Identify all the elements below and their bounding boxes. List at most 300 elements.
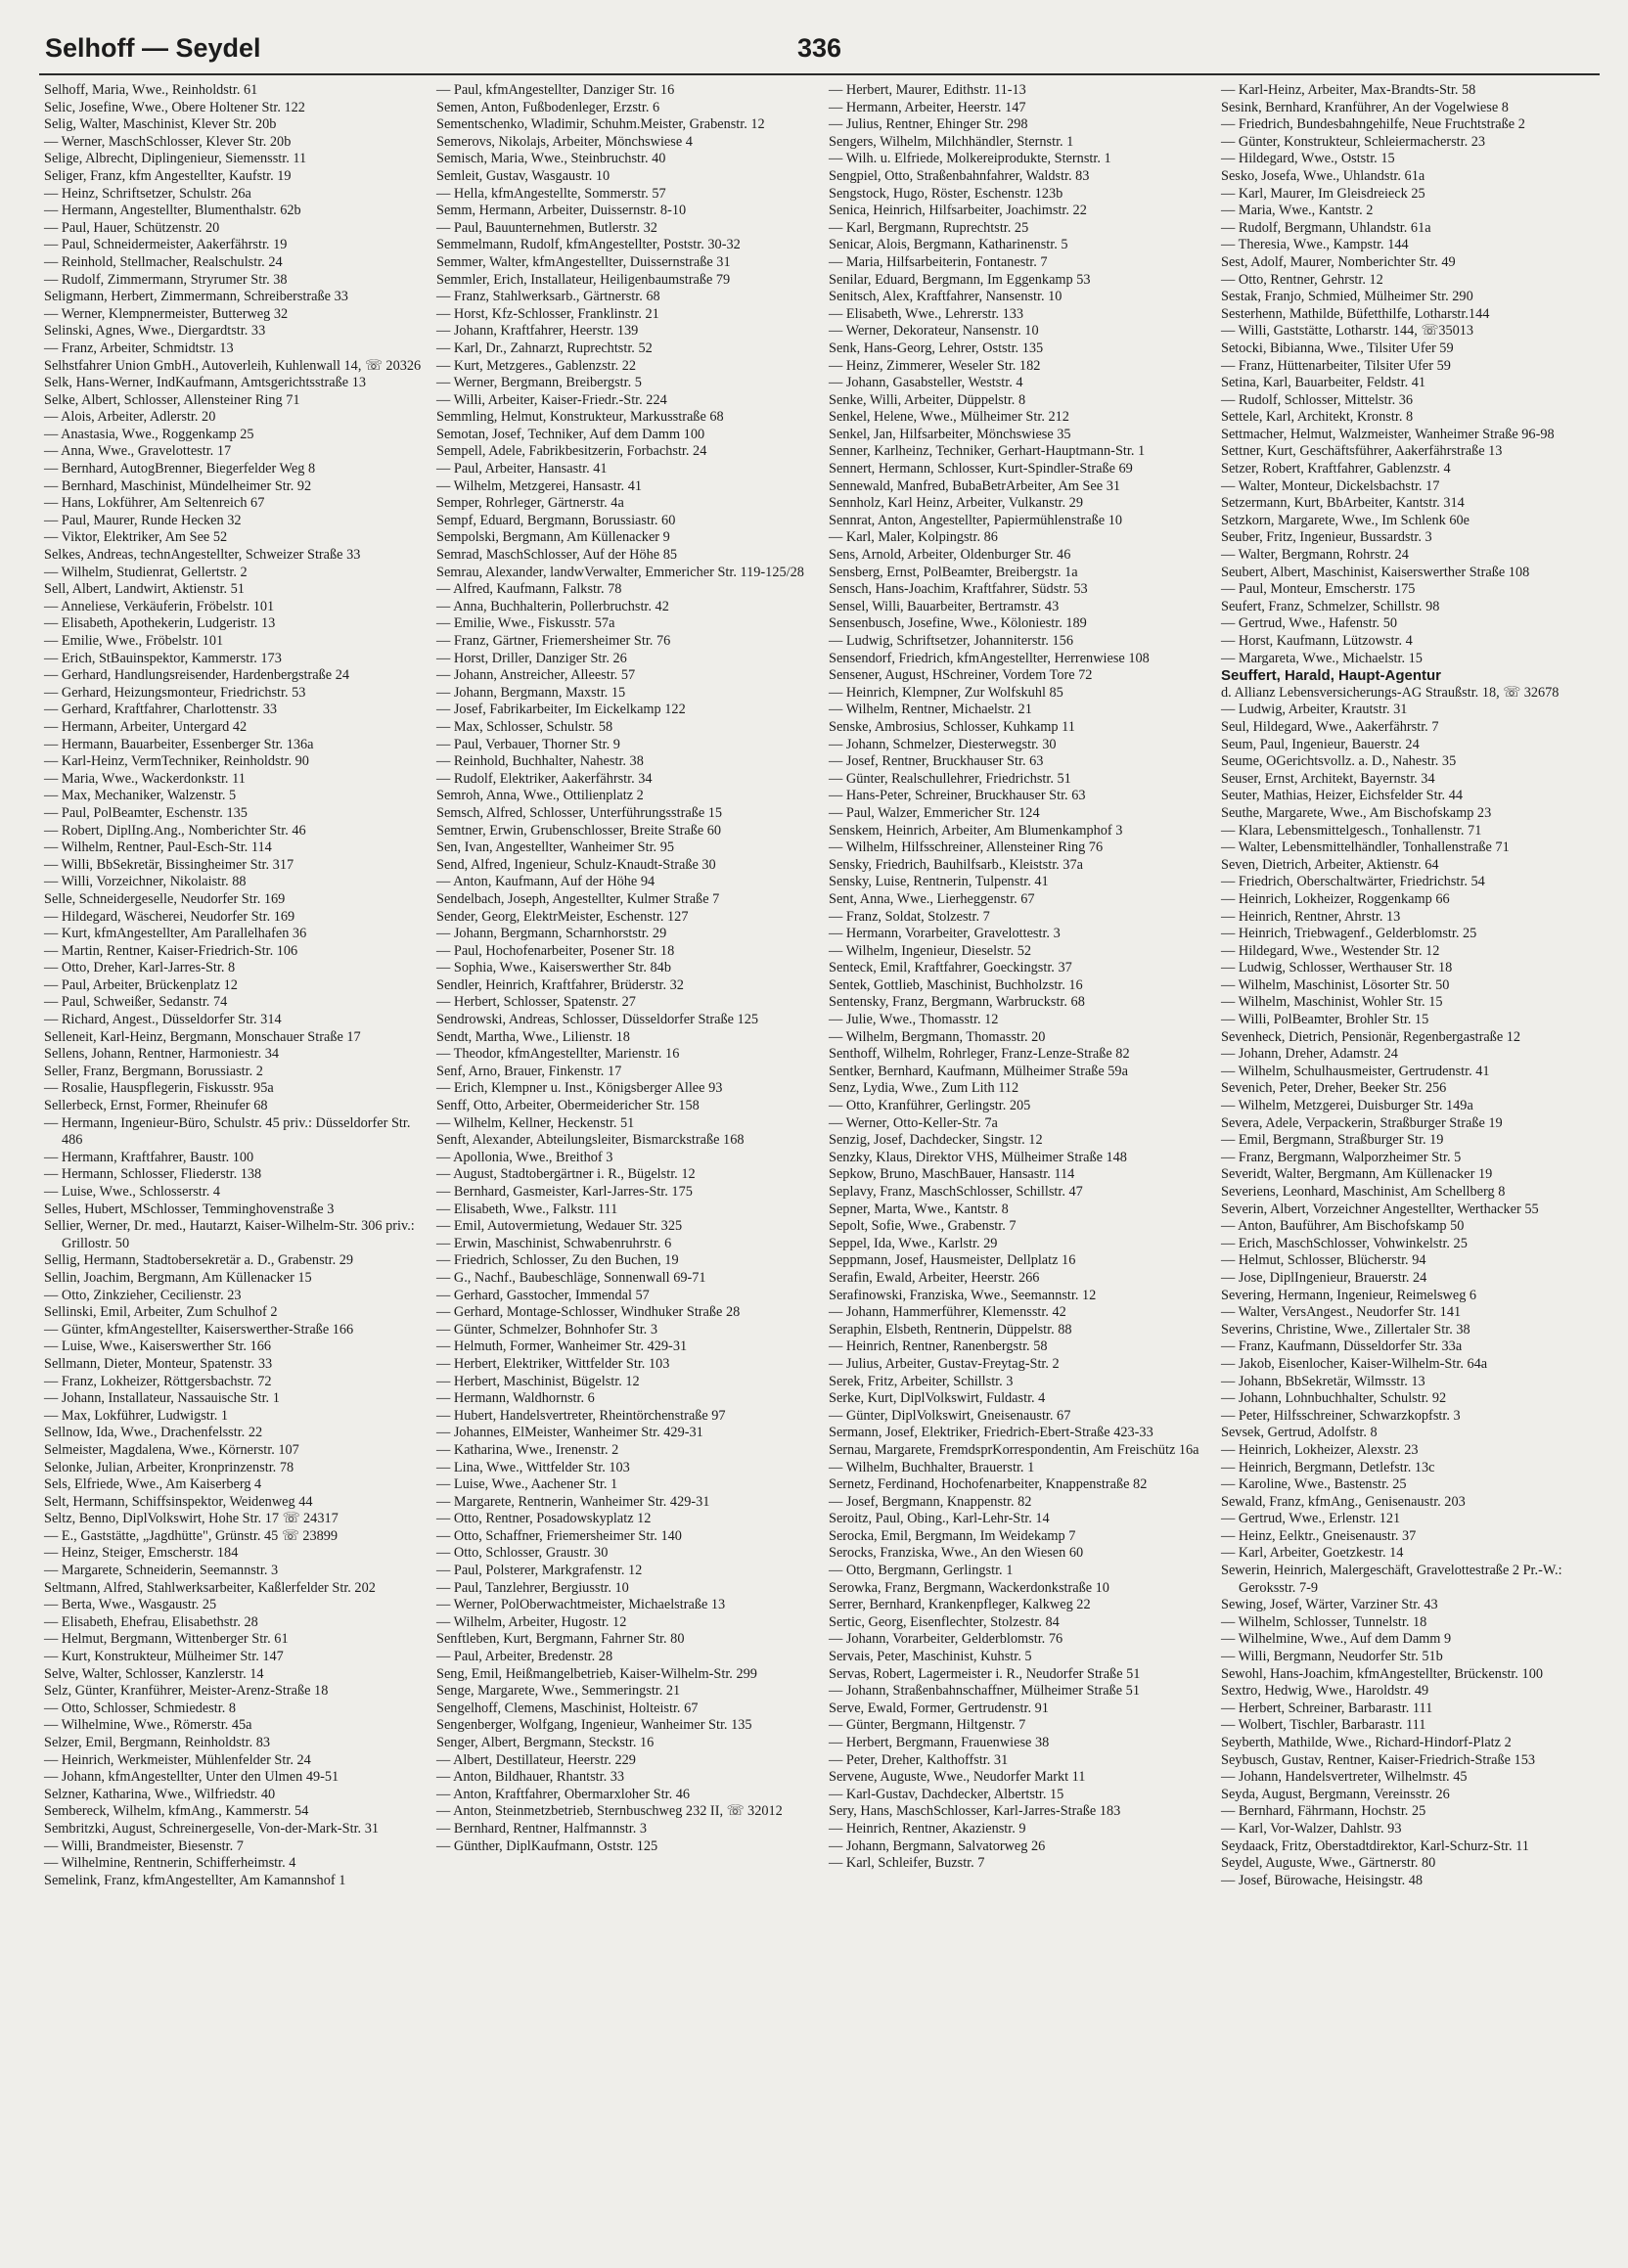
directory-entry: Sellier, Werner, Dr. med., Hautarzt, Kaiser-Wilhelm-Str. 306 priv.: Grillostr. 50 (44, 1218, 415, 1251)
directory-entry: — Karl-Gustav, Dachdecker, Albertstr. 15 (829, 1786, 1064, 1802)
directory-entry: — Karl-Heinz, VermTechniker, Reinholdstr. 90 (44, 753, 309, 770)
directory-entry: Serocks, Franziska, Wwe., An den Wiesen 60 (829, 1545, 1084, 1562)
directory-entry: — Anna, Buchhalterin, Pollerbruchstr. 42 (436, 598, 669, 614)
directory-entry: Selleneit, Karl-Heinz, Bergmann, Monschauer Straße 17 (44, 1028, 361, 1045)
directory-entry: Sempell, Adele, Fabrikbesitzerin, Forbachstr. 24 (436, 443, 707, 460)
directory-entry: — Paul, Arbeiter, Hansastr. 41 (436, 461, 608, 477)
directory-entry: Sertic, Georg, Eisenflechter, Stolzestr. 84 (829, 1613, 1060, 1630)
directory-entry: Serowka, Franz, Bergmann, Wackerdonkstraße 10 (829, 1579, 1109, 1596)
directory-entry: Semsch, Alfred, Schlosser, Unterführungsstraße 15 (436, 804, 723, 821)
directory-entry: — Max, Schlosser, Schulstr. 58 (436, 718, 613, 735)
directory-entry: — Rudolf, Schlosser, Mittelstr. 36 (1221, 391, 1414, 408)
directory-entry: Senkel, Helene, Wwe., Mülheimer Str. 212 (829, 409, 1069, 426)
directory-entry: — Reinhold, Buchhalter, Nahestr. 38 (436, 753, 644, 770)
directory-entry: — Klara, Lebensmittelgesch., Tonhallenstr. 71 (1221, 822, 1482, 839)
directory-entry: Senitsch, Alex, Kraftfahrer, Nansenstr. 10 (829, 289, 1063, 305)
directory-entry: — Franz, Soldat, Stolzestr. 7 (829, 908, 990, 925)
directory-entry: — Wilhelm, Ingenieur, Dieselstr. 52 (829, 942, 1032, 959)
directory-entry: Sengpiel, Otto, Straßenbahnfahrer, Waldstr. 83 (829, 167, 1090, 184)
directory-entry: Sery, Hans, MaschSchlosser, Karl-Jarres-Straße 183 (829, 1803, 1121, 1820)
directory-entry: Seume, OGerichtsvollz. a. D., Nahestr. 35 (1221, 753, 1457, 770)
directory-entry: — Bernhard, Maschinist, Mündelheimer Str. 92 (44, 477, 312, 494)
directory-entry: — Paul, Verbauer, Thorner Str. 9 (436, 736, 620, 752)
directory-entry: Sensel, Willi, Bauarbeiter, Bertramstr. 43 (829, 598, 1060, 614)
directory-entry: Semrau, Alexander, landwVerwalter, Emmericher Str. 119-125/28 (436, 564, 804, 580)
directory-entry: — Herbert, Bergmann, Frauenwiese 38 (829, 1735, 1050, 1750)
directory-entry: Sepolt, Sofie, Wwe., Grabenstr. 7 (829, 1218, 1017, 1235)
directory-entry: — Hans, Lokführer, Am Seltenreich 67 (44, 495, 265, 512)
directory-entry: Semen, Anton, Fußbodenleger, Erzstr. 6 (436, 99, 660, 115)
directory-entry: — Otto, Schlosser, Schmiedestr. 8 (44, 1700, 236, 1716)
directory-entry: Seuffert, Harald, Haupt-Agentur (1221, 667, 1442, 685)
directory-entry: — Franz, Arbeiter, Schmidtstr. 13 (44, 340, 234, 356)
directory-entry: — Bernhard, Gasmeister, Karl-Jarres-Str. 175 (436, 1184, 693, 1200)
directory-entry: — Berta, Wwe., Wasgaustr. 25 (44, 1597, 217, 1613)
directory-entry: — Gerhard, Handlungsreisender, Hardenbergstraße 24 (44, 667, 349, 684)
directory-entry: — Johann, Handelsvertreter, Wilhelmstr. 45 (1221, 1769, 1468, 1786)
directory-entry: Senf, Arno, Brauer, Finkenstr. 17 (436, 1063, 622, 1079)
directory-entry: — Willi, Vorzeichner, Nikolaistr. 88 (44, 874, 247, 890)
directory-entry: Selt, Hermann, Schiffsinspektor, Weidenweg 44 (44, 1493, 313, 1510)
directory-entry: — Elisabeth, Ehefrau, Elisabethstr. 28 (44, 1613, 258, 1630)
directory-entry: — Karl, Maurer, Im Gleisdreieck 25 (1221, 185, 1425, 202)
directory-entry: — Paul, kfmAngestellter, Danziger Str. 16 (436, 82, 675, 98)
directory-entry: Sensener, August, HSchreiner, Vordem Tore 72 (829, 667, 1093, 684)
directory-entry: — Heinrich, Triebwagenf., Gelderblomstr. 25 (1221, 926, 1477, 942)
directory-entry: — Heinrich, Bergmann, Detlefstr. 13c (1221, 1459, 1435, 1475)
directory-entry: — Werner, Bergmann, Breibergstr. 5 (436, 375, 642, 391)
directory-entry: Selmeister, Magdalena, Wwe., Körnerstr. 107 (44, 1441, 299, 1458)
directory-entry: Severa, Adele, Verpackerin, Straßburger Straße 19 (1221, 1114, 1503, 1131)
directory-entry: — Anastasia, Wwe., Roggenkamp 25 (44, 426, 254, 442)
directory-entry: Servene, Auguste, Wwe., Neudorfer Markt 11 (829, 1769, 1086, 1786)
directory-entry: Sernetz, Ferdinand, Hochofenarbeiter, Knappenstraße 82 (829, 1476, 1148, 1493)
directory-entry: — Kurt, Metzgeres., Gablenzstr. 22 (436, 357, 637, 374)
directory-entry: — Rosalie, Hauspflegerin, Fiskusstr. 95a (44, 1080, 274, 1097)
directory-entry: — Emilie, Wwe., Fröbelstr. 101 (44, 633, 224, 649)
directory-entry: — Otto, Rentner, Posadowskyplatz 12 (436, 1511, 652, 1527)
directory-entry: — Johann, Installateur, Nassauische Str. 1 (44, 1390, 280, 1407)
directory-entry: Sewing, Josef, Wärter, Varziner Str. 43 (1221, 1597, 1438, 1613)
directory-entry: Semmler, Erich, Installateur, Heiligenbaumstraße 79 (436, 271, 731, 288)
directory-entry: — Luise, Wwe., Schlosserstr. 4 (44, 1184, 221, 1200)
directory-entry: — Otto, Rentner, Gehrstr. 12 (1221, 271, 1383, 288)
directory-entry: Settner, Kurt, Geschäftsführer, Aakerfährstraße 13 (1221, 443, 1503, 460)
directory-entry: — Anna, Wwe., Gravelottestr. 17 (44, 443, 232, 460)
directory-entry: — Bernhard, AutogBrenner, Biegerfelder Weg 8 (44, 461, 316, 477)
directory-entry: — Emil, Autovermietung, Wedauer Str. 325 (436, 1218, 683, 1235)
directory-entry: — Hermann, Waldhornstr. 6 (436, 1390, 595, 1407)
directory-entry: — Margarete, Schneiderin, Seemannstr. 3 (44, 1563, 279, 1579)
directory-entry: — Kurt, kfmAngestellter, Am Parallelhafen 36 (44, 926, 307, 942)
directory-entry: Sensky, Luise, Rentnerin, Tulpenstr. 41 (829, 874, 1049, 890)
directory-entry: — Emilie, Wwe., Fiskusstr. 57a (436, 615, 615, 632)
directory-entry: — Franz, Kaufmann, Düsseldorfer Str. 33a (1221, 1338, 1463, 1355)
directory-entry: — Heinz, Steiger, Emscherstr. 184 (44, 1545, 239, 1562)
directory-entry: — Wilhelm, Rentner, Michaelstr. 21 (829, 702, 1032, 718)
column-2 (436, 82, 815, 1889)
directory-entry: — Paul, Arbeiter, Brückenplatz 12 (44, 976, 238, 993)
directory-entry: Severing, Hermann, Ingenieur, Reimelsweg 6 (1221, 1287, 1477, 1303)
directory-entry: Setocki, Bibianna, Wwe., Tilsiter Ufer 59 (1221, 340, 1454, 356)
directory-entry: — Johann, Hammerführer, Klemensstr. 42 (829, 1304, 1066, 1321)
directory-entry: — Karl, Bergmann, Ruprechtstr. 25 (829, 219, 1029, 236)
directory-entry: — Ludwig, Arbeiter, Krautstr. 31 (1221, 702, 1408, 718)
directory-entry: Senk, Hans-Georg, Lehrer, Oststr. 135 (829, 340, 1044, 356)
directory-entry: Severins, Christine, Wwe., Zillertaler Str. 38 (1221, 1321, 1470, 1338)
directory-entry: — Werner, PolOberwachtmeister, Michaelstraße 13 (436, 1597, 726, 1613)
directory-entry: Sesterhenn, Mathilde, Büfetthilfe, Lotharstr.144 (1221, 305, 1490, 322)
directory-entry: — Hermann, Ingenieur-Büro, Schulstr. 45 priv.: Düsseldorfer Str. 486 (44, 1114, 411, 1149)
directory-entry: Seydaack, Fritz, Oberstadtdirektor, Karl-Schurz-Str. 11 (1221, 1837, 1529, 1854)
directory-entry: Selinski, Agnes, Wwe., Diergardtstr. 33 (44, 323, 266, 340)
directory-entry: — Ludwig, Schlosser, Werthauser Str. 18 (1221, 960, 1453, 976)
directory-entry: Sempolski, Bergmann, Am Küllenacker 9 (436, 529, 670, 546)
directory-entry: — Anton, Steinmetzbetrieb, Sternbuschweg 232 II, ☏ 32012 (436, 1803, 783, 1820)
directory-entry: — Franz, Lokheizer, Röttgersbachstr. 72 (44, 1373, 272, 1389)
page-header (39, 29, 1600, 68)
directory-entry: Seltz, Benno, DiplVolkswirt, Hohe Str. 17 ☏ 24317 (44, 1511, 339, 1527)
directory-entry: Sennholz, Karl Heinz, Arbeiter, Vulkanstr. 29 (829, 495, 1083, 512)
directory-entry: — Margareta, Wwe., Michaelstr. 15 (1221, 650, 1423, 666)
directory-entry: Senica, Heinrich, Hilfsarbeiter, Joachimstr. 22 (829, 203, 1087, 219)
directory-entry: Seubert, Albert, Maschinist, Kaiserswerther Straße 108 (1221, 564, 1530, 580)
directory-entry: — Maria, Wwe., Kantstr. 2 (1221, 203, 1374, 219)
directory-entry: — Herbert, Schlosser, Spatenstr. 27 (436, 994, 636, 1011)
directory-entry: Sembereck, Wilhelm, kfmAng., Kammerstr. 54 (44, 1803, 309, 1820)
directory-entry: Senicar, Alois, Bergmann, Katharinenstr. 5 (829, 237, 1068, 253)
directory-entry: — Heinz, Eelktr., Gneisenaustr. 37 (1221, 1527, 1417, 1544)
directory-entry: Setzkorn, Margarete, Wwe., Im Schlenk 60e (1221, 512, 1470, 528)
directory-entry: Selle, Schneidergeselle, Neudorfer Str. 169 (44, 890, 286, 907)
directory-entry: — Herbert, Maschinist, Bügelstr. 12 (436, 1373, 640, 1389)
directory-entry: — Gertrud, Wwe., Hafenstr. 50 (1221, 615, 1397, 632)
directory-entry: — Johann, Bergmann, Maxstr. 15 (436, 684, 626, 701)
directory-entry: — Bernhard, Rentner, Halfmannstr. 3 (436, 1820, 648, 1837)
directory-entry: Senger, Albert, Bergmann, Steckstr. 16 (436, 1735, 655, 1750)
directory-entry: Sels, Elfriede, Wwe., Am Kaiserberg 4 (44, 1476, 262, 1493)
directory-entry: — Hans-Peter, Schreiner, Bruckhauser Str. 63 (829, 788, 1086, 804)
directory-entry: — Wilhelm, Buchhalter, Brauerstr. 1 (829, 1459, 1035, 1475)
directory-entry: — Heinrich, Lokheizer, Alexstr. 23 (1221, 1441, 1419, 1458)
directory-entry: — Paul, Schweißer, Sedanstr. 74 (44, 994, 228, 1011)
directory-entry: — Günter, DiplVolkswirt, Gneisenaustr. 67 (829, 1407, 1071, 1424)
directory-entry: Seppmann, Josef, Hausmeister, Dellplatz 16 (829, 1252, 1076, 1269)
directory-entry: Seyda, August, Bergmann, Vereinsstr. 26 (1221, 1786, 1450, 1802)
directory-entry: — Willi, PolBeamter, Brohler Str. 15 (1221, 1012, 1429, 1028)
directory-entry: — Karl, Arbeiter, Goetzkestr. 14 (1221, 1545, 1404, 1562)
directory-entry: — Josef, Bürowache, Heisingstr. 48 (1221, 1872, 1424, 1888)
directory-entry: — Horst, Kaufmann, Lützowstr. 4 (1221, 633, 1413, 649)
directory-entry: Sevenich, Peter, Dreher, Beeker Str. 256 (1221, 1080, 1447, 1097)
directory-entry: — Günter, Realschullehrer, Friedrichstr. 51 (829, 770, 1071, 787)
directory-entry: — Johann, BbSekretär, Wilmsstr. 13 (1221, 1373, 1425, 1389)
directory-entry: — Maria, Hilfsarbeiterin, Fontanestr. 7 (829, 253, 1048, 270)
directory-entry: — Heinrich, Klempner, Zur Wolfskuhl 85 (829, 684, 1063, 701)
directory-entry: — Josef, Bergmann, Knappenstr. 82 (829, 1493, 1032, 1510)
directory-entry: — Anneliese, Verkäuferin, Fröbelstr. 101 (44, 598, 275, 614)
directory-entry: Sepner, Marta, Wwe., Kantstr. 8 (829, 1201, 1009, 1217)
directory-entry: — Wilhelm, Schulhausmeister, Gertrudenstr. 41 (1221, 1063, 1490, 1079)
directory-entry: Servais, Peter, Maschinist, Kuhstr. 5 (829, 1649, 1032, 1665)
directory-entry: Sellig, Hermann, Stadtobersekretär a. D., Grabenstr. 29 (44, 1252, 354, 1269)
directory-entry: Senff, Otto, Arbeiter, Obermeidericher Str. 158 (436, 1098, 700, 1114)
directory-entry: — Peter, Dreher, Kalthoffstr. 31 (829, 1751, 1009, 1768)
directory-entry: — Erich, MaschSchlosser, Vohwinkelstr. 25 (1221, 1235, 1468, 1251)
directory-entry: — Franz, Hüttenarbeiter, Tilsiter Ufer 59 (1221, 357, 1451, 374)
directory-entry: — August, Stadtobergärtner i. R., Bügelstr. 12 (436, 1166, 696, 1183)
directory-entry: Sender, Georg, ElektrMeister, Eschenstr. 127 (436, 908, 689, 925)
directory-entry: Sensky, Friedrich, Bauhilfsarb., Kleiststr. 37a (829, 856, 1083, 873)
directory-entry: — Sophia, Wwe., Kaiserswerther Str. 84b (436, 960, 671, 976)
directory-entry: — Paul, PolBeamter, Eschenstr. 135 (44, 804, 248, 821)
directory-entry: Sengelhoff, Clemens, Maschinist, Holteistr. 67 (436, 1700, 699, 1716)
directory-entry: Sementschenko, Wladimir, Schuhm.Meister, Grabenstr. 12 (436, 116, 765, 133)
directory-entry: — Theodor, kfmAngestellter, Marienstr. 16 (436, 1046, 680, 1063)
directory-entry: — Anton, Kraftfahrer, Obermarxloher Str. 46 (436, 1786, 691, 1802)
directory-entry: Servas, Robert, Lagermeister i. R., Neudorfer Straße 51 (829, 1665, 1141, 1682)
directory-entry: — Apollonia, Wwe., Breithof 3 (436, 1149, 613, 1165)
directory-entry: — Heinz, Schriftsetzer, Schulstr. 26a (44, 185, 251, 202)
directory-entry: — Johann, Straßenbahnschaffner, Mülheimer Straße 51 (829, 1683, 1140, 1700)
directory-entry: — Walter, Monteur, Dickelsbachstr. 17 (1221, 477, 1440, 494)
directory-entry: — Günther, DiplKaufmann, Oststr. 125 (436, 1837, 658, 1854)
directory-entry: — Robert, DiplIng.Ang., Nomberichter Str. 46 (44, 822, 306, 839)
directory-entry: — Günter, Konstrukteur, Schleiermacherstr. 23 (1221, 133, 1486, 150)
directory-entry: — Franz, Gärtner, Friemersheimer Str. 76 (436, 633, 671, 649)
directory-entry: — Wilhelm, Metzgerei, Duisburger Str. 149a (1221, 1098, 1473, 1114)
directory-entry: Severidt, Walter, Bergmann, Am Küllenacker 19 (1221, 1166, 1493, 1183)
directory-entry: Serke, Kurt, DiplVolkswirt, Fuldastr. 4 (829, 1390, 1046, 1407)
directory-entry: Seuthe, Margarete, Wwe., Am Bischofskamp 23 (1221, 804, 1492, 821)
directory-entry: — Paul, Tanzlehrer, Bergiusstr. 10 (436, 1579, 629, 1596)
directory-entry: Semleit, Gustav, Wasgaustr. 10 (436, 167, 610, 184)
directory-entry: Sempf, Eduard, Bergmann, Borussiastr. 60 (436, 512, 676, 528)
directory-entry: — Albert, Destillateur, Heerstr. 229 (436, 1751, 636, 1768)
directory-entry: — Friedrich, Oberschaltwärter, Friedrichstr. 54 (1221, 874, 1485, 890)
directory-entry: Seuter, Mathias, Heizer, Eichsfelder Str. 44 (1221, 788, 1463, 804)
directory-entry: — Heinrich, Lokheizer, Roggenkamp 66 (1221, 890, 1450, 907)
directory-entry: — Paul, Monteur, Emscherstr. 175 (1221, 581, 1416, 598)
directory-entry: Sell, Albert, Landwirt, Aktienstr. 51 (44, 581, 245, 598)
directory-entry: Senthoff, Wilhelm, Rohrleger, Franz-Lenze-Straße 82 (829, 1046, 1130, 1063)
directory-entry: — Paul, Bauunternehmen, Butlerstr. 32 (436, 219, 657, 236)
directory-entry: — Rudolf, Zimmermann, Stryrumer Str. 38 (44, 271, 288, 288)
directory-entry: Sensch, Hans-Joachim, Kraftfahrer, Südstr. 53 (829, 581, 1088, 598)
directory-entry: Seng, Emil, Heißmangelbetrieb, Kaiser-Wilhelm-Str. 299 (436, 1665, 757, 1682)
directory-entry: Seuser, Ernst, Architekt, Bayernstr. 34 (1221, 770, 1435, 787)
directory-entry: — Jose, DiplIngenieur, Brauerstr. 24 (1221, 1269, 1427, 1286)
directory-entry: Seltmann, Alfred, Stahlwerksarbeiter, Kaßlerfelder Str. 202 (44, 1579, 376, 1596)
directory-entry: Sentek, Gottlieb, Maschinist, Buchholzstr. 16 (829, 976, 1083, 993)
directory-entry: — Hella, kfmAngestellte, Sommerstr. 57 (436, 185, 666, 202)
directory-entry: — Hermann, Arbeiter, Heerstr. 147 (829, 99, 1026, 115)
directory-entry: — Paul, Walzer, Emmericher Str. 124 (829, 804, 1040, 821)
directory-entry: Semmer, Walter, kfmAngestellter, Duissernstraße 31 (436, 253, 731, 270)
directory-entry: Seufert, Franz, Schmelzer, Schillstr. 98 (1221, 598, 1440, 614)
directory-entry: — Johann, Schmelzer, Diesterwegstr. 30 (829, 736, 1057, 752)
directory-entry: Sensenbusch, Josefine, Wwe., Köloniestr. 189 (829, 615, 1087, 632)
directory-entry: Senzky, Klaus, Direktor VHS, Mülheimer Straße 148 (829, 1149, 1127, 1165)
directory-entry: Sellens, Johann, Rentner, Harmoniestr. 34 (44, 1046, 280, 1063)
directory-entry: — Werner, MaschSchlosser, Klever Str. 20b (44, 133, 292, 150)
directory-entry: — Helmut, Bergmann, Wittenberger Str. 61 (44, 1631, 289, 1648)
directory-entry: — Johann, kfmAngestellter, Unter den Ulmen 49-51 (44, 1769, 339, 1786)
directory-entry: Selz, Günter, Kranführer, Meister-Arenz-Straße 18 (44, 1683, 329, 1700)
directory-entry: — Rudolf, Bergmann, Uhlandstr. 61a (1221, 219, 1431, 236)
running-head: Selhoff — Seydel (45, 33, 261, 63)
directory-entry: Sepkow, Bruno, MaschBauer, Hansastr. 114 (829, 1166, 1075, 1183)
directory-entry: — Heinrich, Rentner, Ahrstr. 13 (1221, 908, 1401, 925)
directory-entry: — Helmuth, Former, Wanheimer Str. 429-31 (436, 1338, 688, 1355)
directory-entry: — Hermann, Schlosser, Fliederstr. 138 (44, 1166, 262, 1183)
directory-entry: Semroh, Anna, Wwe., Ottilienplatz 2 (436, 788, 644, 804)
directory-entry: — Wilhelm, Bergmann, Thomasstr. 20 (829, 1028, 1046, 1045)
directory-entry: Sen, Ivan, Angestellter, Wanheimer Str. 95 (436, 839, 674, 856)
directory-entry: Semrad, MaschSchlosser, Auf der Höhe 85 (436, 547, 677, 564)
directory-entry: — Peter, Hilfsschreiner, Schwarzkopfstr. 3 (1221, 1407, 1461, 1424)
directory-entry: — Wilhelm, Maschinist, Lösorter Str. 50 (1221, 976, 1450, 993)
directory-entry: — Wilhelmine, Rentnerin, Schifferheimstr. 4 (44, 1855, 296, 1872)
directory-entry: Sengstock, Hugo, Röster, Eschenstr. 123b (829, 185, 1063, 202)
directory-entry: — Heinrich, Werkmeister, Mühlenfelder Str. 24 (44, 1751, 311, 1768)
directory-entry: — Willi, Brandmeister, Biesenstr. 7 (44, 1837, 244, 1854)
directory-entry: — Anton, Kaufmann, Auf der Höhe 94 (436, 874, 656, 890)
directory-entry: — Günter, Bergmann, Hiltgenstr. 7 (829, 1717, 1026, 1734)
directory-entry: — Anton, Bildhauer, Rhantstr. 33 (436, 1769, 625, 1786)
directory-entry: — Gerhard, Montage-Schlosser, Windhuker Straße 28 (436, 1304, 741, 1321)
directory-entry: — Friedrich, Bundesbahngehilfe, Neue Fruchtstraße 2 (1221, 116, 1525, 133)
directory-entry: Severin, Albert, Vorzeichner Angestellter, Werthacker 55 (1221, 1201, 1539, 1217)
directory-entry: Sembritzki, August, Schreinergeselle, Von-der-Mark-Str. 31 (44, 1820, 379, 1837)
directory-entry: — Horst, Driller, Danziger Str. 26 (436, 650, 627, 666)
directory-entry: — Karoline, Wwe., Bastenstr. 25 (1221, 1476, 1407, 1493)
directory-entry: — Günter, Schmelzer, Bohnhofer Str. 3 (436, 1321, 657, 1338)
directory-entry: — Hermann, Bauarbeiter, Essenberger Str. 136a (44, 736, 314, 752)
directory-entry: Selzer, Emil, Bergmann, Reinholdstr. 83 (44, 1735, 271, 1750)
directory-entry: Senftleben, Kurt, Bergmann, Fahrner Str. 80 (436, 1631, 685, 1648)
directory-entry: Semotan, Josef, Techniker, Auf dem Damm 100 (436, 426, 705, 442)
directory-entry: Seller, Franz, Bergmann, Borussiastr. 2 (44, 1063, 263, 1079)
directory-entry: Seum, Paul, Ingenieur, Bauerstr. 24 (1221, 736, 1420, 752)
directory-entry: — Hildegard, Wwe., Westender Str. 12 (1221, 942, 1440, 959)
directory-entry: — Karl-Heinz, Arbeiter, Max-Brandts-Str. 58 (1221, 82, 1476, 98)
directory-entry: — Willi, Bergmann, Neudorfer Str. 51b (1221, 1649, 1443, 1665)
directory-entry: — Luise, Wwe., Aachener Str. 1 (436, 1476, 618, 1493)
directory-entry: Sevenheck, Dietrich, Pensionär, Regenbergastraße 12 (1221, 1028, 1521, 1045)
directory-entry: — Viktor, Elektriker, Am See 52 (44, 529, 228, 546)
directory-entry: Seroitz, Paul, Obing., Karl-Lehr-Str. 14 (829, 1511, 1050, 1527)
directory-entry: — Otto, Bergmann, Gerlingstr. 1 (829, 1563, 1014, 1579)
directory-entry: — Rudolf, Elektriker, Aakerfährstr. 34 (436, 770, 653, 787)
directory-entry: — Walter, VersAngest., Neudorfer Str. 141 (1221, 1304, 1462, 1321)
directory-entry: — Werner, Klempnermeister, Butterweg 32 (44, 305, 289, 322)
directory-entry: Senkel, Jan, Hilfsarbeiter, Mönchswiese 35 (829, 426, 1071, 442)
directory-entry: — Johannes, ElMeister, Wanheimer Str. 429-31 (436, 1425, 703, 1441)
directory-entry: Sewerin, Heinrich, Malergeschäft, Gravelottestraße 2 Pr.-W.: Geroksstr. 7-9 (1221, 1563, 1562, 1596)
directory-entry: Settmacher, Helmut, Walzmeister, Wanheimer Straße 96-98 (1221, 426, 1555, 442)
page-number: 336 (796, 33, 842, 63)
column-1 (44, 82, 423, 1889)
directory-entry: Selk, Hans-Werner, IndKaufmann, Amtsgerichtsstraße 13 (44, 375, 367, 391)
directory-entry: Settele, Karl, Architekt, Kronstr. 8 (1221, 409, 1414, 426)
directory-entry: — Julius, Rentner, Ehinger Str. 298 (829, 116, 1028, 133)
directory-entry: Seligmann, Herbert, Zimmermann, Schreiberstraße 33 (44, 289, 348, 305)
directory-entry: — Heinz, Zimmerer, Weseler Str. 182 (829, 357, 1041, 374)
directory-entry: — Wilhelmine, Wwe., Auf dem Damm 9 (1221, 1631, 1452, 1648)
directory-entry: Selzner, Katharina, Wwe., Wilfriedstr. 40 (44, 1786, 276, 1802)
directory-entry: — Wilhelm, Maschinist, Wohler Str. 15 (1221, 994, 1443, 1011)
directory-entry: Sewald, Franz, kfmAng., Genisenaustr. 203 (1221, 1493, 1466, 1510)
directory-entry: Seybusch, Gustav, Rentner, Kaiser-Friedrich-Straße 153 (1221, 1751, 1536, 1768)
directory-entry: Selke, Albert, Schlosser, Allensteiner Ring 71 (44, 391, 300, 408)
directory-entry: — Heinrich, Rentner, Akazienstr. 9 (829, 1820, 1026, 1837)
directory-entry: — Günter, kfmAngestellter, Kaiserswerther-Straße 166 (44, 1321, 354, 1338)
directory-entry: — Richard, Angest., Düsseldorfer Str. 314 (44, 1012, 282, 1028)
directory-entry: — Elisabeth, Apothekerin, Ludgeristr. 13 (44, 615, 276, 632)
directory-entry: Seyberth, Mathilde, Wwe., Richard-Hindorf-Platz 2 (1221, 1735, 1512, 1750)
directory-entry: — Wilhelm, Hilfsschreiner, Allensteiner Ring 76 (829, 839, 1104, 856)
directory-entry: Sens, Arnold, Arbeiter, Oldenburger Str. 46 (829, 547, 1071, 564)
directory-entry: — Wolbert, Tischler, Barbarastr. 111 (1221, 1717, 1426, 1734)
directory-entry: — Heinrich, Rentner, Ranenbergstr. 58 (829, 1338, 1048, 1355)
directory-entry: Sennewald, Manfred, BubaBetrArbeiter, Am See 31 (829, 477, 1120, 494)
directory-entry: — Johann, Kraftfahrer, Heerstr. 139 (436, 323, 639, 340)
directory-entry: — Paul, Hochofenarbeiter, Posener Str. 18 (436, 942, 675, 959)
directory-entry: — Lina, Wwe., Wittfelder Str. 103 (436, 1459, 630, 1475)
directory-entry: Semerovs, Nikolajs, Arbeiter, Mönchswiese 4 (436, 133, 693, 150)
directory-entry: Send, Alfred, Ingenieur, Schulz-Knaudt-Straße 30 (436, 856, 716, 873)
directory-entry: Semper, Rohrleger, Gärtnerstr. 4a (436, 495, 624, 512)
directory-entry: — Hermann, Kraftfahrer, Baustr. 100 (44, 1149, 254, 1165)
directory-entry: — Elisabeth, Wwe., Falkstr. 111 (436, 1201, 618, 1217)
directory-entry: — Max, Lokführer, Ludwigstr. 1 (44, 1407, 229, 1424)
directory-entry: Seliger, Franz, kfm Angestellter, Kaufstr. 19 (44, 167, 292, 184)
directory-entry: — Josef, Fabrikarbeiter, Im Eickelkamp 122 (436, 702, 686, 718)
directory-entry: Sennert, Hermann, Schlosser, Kurt-Spindler-Straße 69 (829, 461, 1133, 477)
directory-entry: Sendler, Heinrich, Kraftfahrer, Brüderstr. 32 (436, 976, 684, 993)
directory-columns (44, 82, 1600, 1889)
directory-entry: — Willi, BbSekretär, Bissingheimer Str. 317 (44, 856, 294, 873)
directory-entry: Senskem, Heinrich, Arbeiter, Am Blumenkamphof 3 (829, 822, 1123, 839)
directory-entry: — Gerhard, Gasstocher, Immendal 57 (436, 1287, 650, 1303)
directory-entry: — Gerhard, Kraftfahrer, Charlottenstr. 33 (44, 702, 278, 718)
directory-entry: Serafinowski, Franziska, Wwe., Seemannstr. 12 (829, 1287, 1097, 1303)
directory-entry: — Karl, Maler, Kolpingstr. 86 (829, 529, 998, 546)
directory-entry: — Karl, Vor-Walzer, Dahlstr. 93 (1221, 1820, 1402, 1837)
directory-entry: Serek, Fritz, Arbeiter, Schillstr. 3 (829, 1373, 1014, 1389)
directory-entry: Selve, Walter, Schlosser, Kanzlerstr. 14 (44, 1665, 264, 1682)
directory-entry: — Otto, Schlosser, Graustr. 30 (436, 1545, 609, 1562)
directory-entry: — Johann, Dreher, Adamstr. 24 (1221, 1046, 1398, 1063)
directory-entry: — Anton, Bauführer, Am Bischofskamp 50 (1221, 1218, 1465, 1235)
directory-entry: — Herbert, Maurer, Edithstr. 11-13 (829, 82, 1026, 98)
directory-entry: d. Allianz Lebensversicherungs-AG Straußstr. 18, ☏ 32678 (1221, 684, 1560, 701)
directory-entry: Sennrat, Anton, Angestellter, Papiermühlenstraße 10 (829, 512, 1122, 528)
directory-entry: — Helmut, Schlosser, Blücherstr. 94 (1221, 1252, 1426, 1269)
directory-entry: — Theresia, Wwe., Kampstr. 144 (1221, 237, 1409, 253)
directory-entry: — Julius, Arbeiter, Gustav-Freytag-Str. 2 (829, 1355, 1060, 1372)
directory-entry: Semm, Hermann, Arbeiter, Duissernstr. 8-10 (436, 203, 687, 219)
directory-entry: — Otto, Schaffner, Friemersheimer Str. 140 (436, 1527, 682, 1544)
directory-entry: Selic, Josefine, Wwe., Obere Holtener Str. 122 (44, 99, 305, 115)
directory-entry: — Martin, Rentner, Kaiser-Friedrich-Str. 106 (44, 942, 298, 959)
directory-entry: — Friedrich, Schlosser, Zu den Buchen, 19 (436, 1252, 679, 1269)
directory-entry: — Johann, Bergmann, Scharnhorststr. 29 (436, 926, 667, 942)
directory-entry: — Werner, Otto-Keller-Str. 7a (829, 1114, 998, 1131)
directory-entry: Seppel, Ida, Wwe., Karlstr. 29 (829, 1235, 998, 1251)
directory-entry: — Wilh. u. Elfriede, Molkereiprodukte, Sternstr. 1 (829, 151, 1111, 167)
